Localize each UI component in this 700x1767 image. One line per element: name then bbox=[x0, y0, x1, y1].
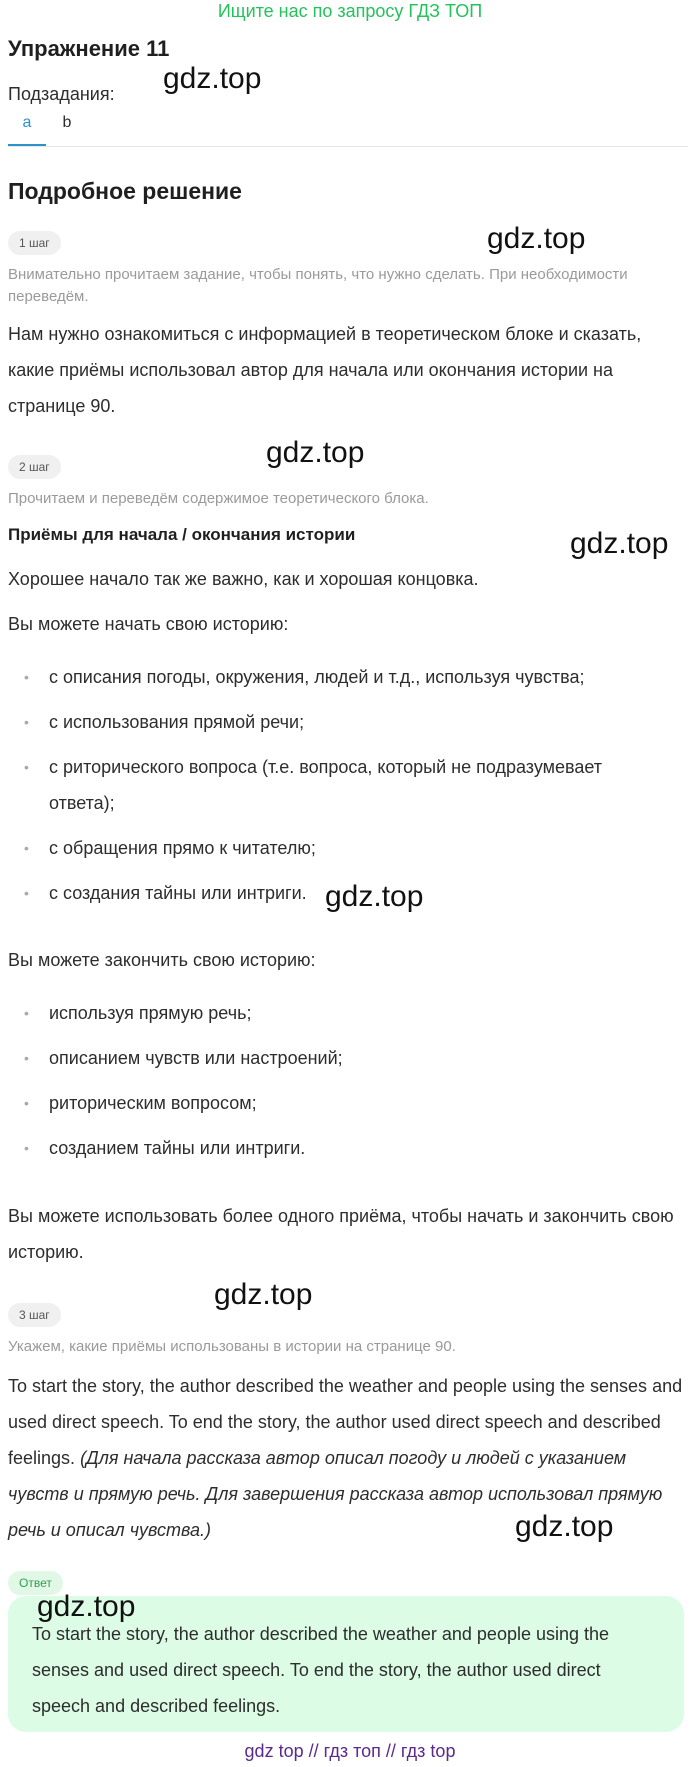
list-item: • созданием тайны или интриги. bbox=[8, 1130, 668, 1166]
end-list bbox=[8, 995, 668, 1175]
subtasks-label: Подзадания: bbox=[8, 84, 115, 104]
page-title: Упражнение 11 bbox=[8, 36, 170, 61]
step-text: Нам нужно ознакомиться с информацией в теоретическом блоке и сказать, какие приёмы использовал автор для начала или окончания истории на странице 90. bbox=[8, 324, 642, 416]
step-chip: 2 шаг bbox=[8, 455, 61, 479]
solution-russian: (Для начала рассказа автор описал погоду и людей с указанием чувств и прямую речь. Для завершения рассказа автор использовал прямую речь и описал чувства.) bbox=[8, 1448, 663, 1540]
tab-b[interactable]: b bbox=[62, 114, 72, 131]
end-label: Вы можете закончить свою историю: bbox=[8, 950, 316, 970]
watermark: gdz.top bbox=[515, 1510, 614, 1543]
theory-outro: Вы можете использовать более одного приёма, чтобы начать и закончить свою историю. bbox=[8, 1206, 674, 1262]
list-item: • с создания тайны или интриги. bbox=[8, 875, 668, 911]
list-item: • описанием чувств или настроений; bbox=[8, 1040, 668, 1076]
watermark: gdz.top bbox=[37, 1590, 136, 1623]
step-text bbox=[8, 1368, 688, 1548]
step-hint: Внимательно прочитаем задание, чтобы понять, что нужно сделать. При необходимости переведём. bbox=[8, 266, 628, 305]
step-hint: Прочитаем и переведём содержимое теоретического блока. bbox=[8, 490, 429, 507]
answer-chip: Ответ bbox=[8, 1571, 63, 1595]
watermark: gdz.top bbox=[266, 436, 365, 469]
watermark: gdz.top bbox=[325, 880, 424, 913]
theory-intro: Хорошее начало так же важно, как и хорошая концовка. bbox=[8, 569, 479, 589]
watermark: gdz.top bbox=[214, 1278, 313, 1311]
list-item: • с обращения прямо к читателю; bbox=[8, 830, 668, 866]
list-item: • используя прямую речь; bbox=[8, 995, 668, 1031]
subtask-tabs bbox=[8, 112, 688, 147]
watermark: gdz.top bbox=[570, 527, 669, 560]
start-label: Вы можете начать свою историю: bbox=[8, 614, 289, 634]
solution-english: To start the story, the author described the weather and people using the senses and used direct speech. To end the story, the author used direct speech and described feelings. bbox=[8, 1376, 683, 1468]
list-item: • с использования прямой речи; bbox=[8, 704, 668, 740]
search-banner: Ищите нас по запросу ГДЗ ТОП bbox=[217, 1, 483, 21]
start-list bbox=[8, 659, 668, 920]
tab-a[interactable]: a bbox=[8, 114, 46, 146]
step-chip: 1 шаг bbox=[8, 231, 61, 255]
answer-text: To start the story, the author described the weather and people using the senses and used direct speech. To end the story, the author used direct speech and described feelings. bbox=[32, 1624, 610, 1716]
list-item: • с описания погоды, окружения, людей и т.д., используя чувства; bbox=[8, 659, 668, 695]
section-title: Подробное решение bbox=[8, 178, 242, 204]
step-chip: 3 шаг bbox=[8, 1303, 61, 1327]
footer-links[interactable]: gdz top // гдз топ // гдз top bbox=[244, 1741, 456, 1761]
watermark: gdz.top bbox=[487, 222, 586, 255]
list-item: • с риторического вопроса (т.е. вопроса, который не подразумевает ответа); bbox=[8, 749, 668, 821]
theory-heading: Приёмы для начала / окончания истории bbox=[8, 525, 356, 544]
list-item: • риторическим вопросом; bbox=[8, 1085, 668, 1121]
step-hint: Укажем, какие приёмы использованы в истории на странице 90. bbox=[8, 1338, 456, 1355]
watermark: gdz.top bbox=[163, 62, 262, 95]
